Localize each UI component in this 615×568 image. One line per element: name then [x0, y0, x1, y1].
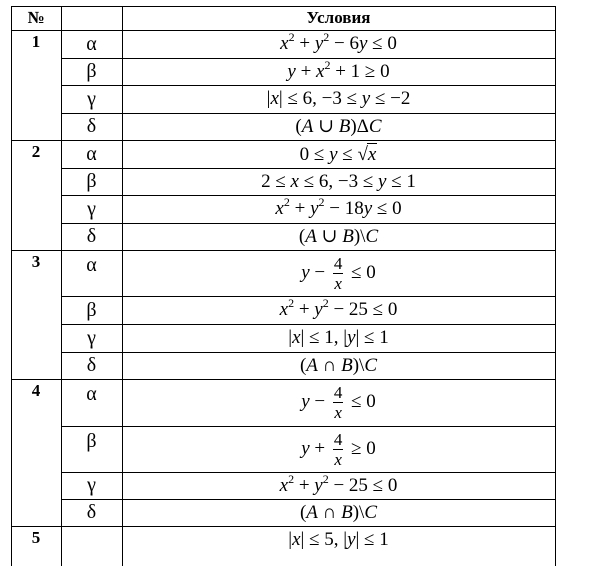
row-label: γ — [87, 474, 96, 496]
condition-expression: |x| ≤ 1, |y| ≤ 1 — [288, 327, 389, 348]
header-number: № — [27, 8, 45, 27]
condition-expression: y − $\frac{4}{x}$ ≤ 0 — [301, 253, 376, 293]
conditions-table — [11, 6, 556, 566]
condition-expression: |x| ≤ 5, |y| ≤ 1 — [288, 529, 389, 550]
condition-expression: $y + x^2 + 1 \ge 0$ — [287, 57, 390, 82]
condition-expression: 2 ≤ x ≤ 6, −3 ≤ y ≤ 1 — [261, 170, 416, 192]
group-number: 1 — [31, 32, 41, 51]
condition-expression: (A ∪ B)\C — [298, 226, 379, 247]
row-label: δ — [86, 354, 97, 376]
row-label: β — [86, 170, 97, 192]
row-label: δ — [86, 225, 97, 247]
row-label: α — [86, 254, 97, 276]
condition-expression: $x^2 + y^2 - 18y \le 0$ — [275, 195, 402, 219]
condition-expression: y + $\frac{4}{x}$ ≥ 0 — [301, 429, 376, 469]
condition-expression: (A ∩ B)\C — [299, 501, 378, 523]
group-number: 5 — [31, 528, 41, 547]
condition-expression: (A ∩ B)\C — [299, 354, 378, 376]
condition-expression: (A ∪ B)ΔC — [295, 116, 382, 137]
condition-expression: 0 ≤ y ≤ √x — [299, 143, 377, 165]
row-label: γ — [87, 87, 96, 110]
group-number: 2 — [31, 142, 41, 161]
row-label: α — [86, 142, 97, 165]
row-label: γ — [87, 197, 96, 220]
group-number: 4 — [31, 381, 41, 400]
header-conditions: Условия — [306, 8, 371, 27]
row-label — [61, 526, 122, 554]
row-label: β — [86, 298, 97, 321]
condition-expression: y − $\frac{4}{x}$ ≤ 0 — [301, 383, 376, 422]
row-label: α — [86, 383, 97, 405]
row-label: δ — [86, 115, 97, 137]
condition-expression: $x^2 + y^2 - 6y \le 0$ — [280, 30, 397, 54]
group-number: 3 — [31, 252, 41, 271]
row-label: β — [86, 430, 97, 452]
row-label: γ — [87, 326, 96, 349]
row-label: β — [86, 60, 97, 82]
condition-expression: $x^2 + y^2 - 25 \le 0$ — [279, 296, 398, 320]
condition-expression: $x^2 + y^2 - 25 \le 0$ — [279, 471, 398, 496]
condition-expression: |x| ≤ 6, −3 ≤ y ≤ −2 — [266, 88, 411, 109]
row-label: δ — [86, 501, 97, 523]
row-label: α — [86, 32, 97, 55]
